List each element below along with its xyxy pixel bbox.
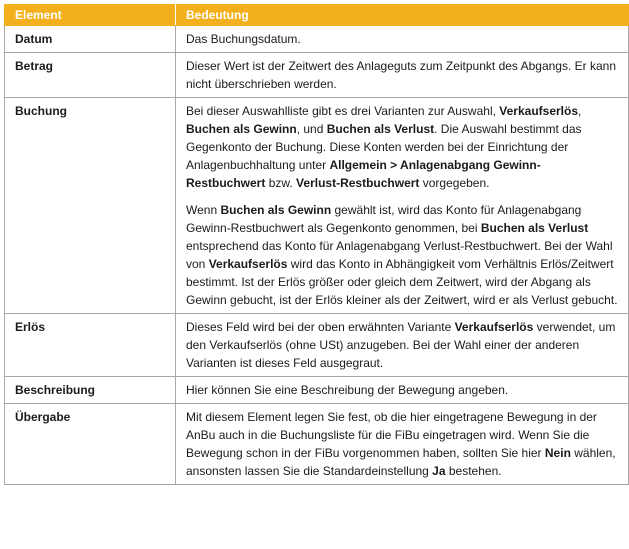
table-row-uebergabe [5,404,629,485]
table-row-buchung [5,98,629,314]
table-row-beschreibung [5,377,629,404]
element-name: Betrag [5,53,176,98]
element-description [176,314,629,377]
table-row-datum [5,26,629,53]
element-description [176,26,629,53]
description-paragraph: Dieses Feld wird bei der oben erwähnten Variante Verkaufserlös verwendet, um den Verkaufserlös (ohne USt) anzugeben. Bei der Wahl einer der anderen Varianten ist dieses Feld ausgegraut. [186,320,616,370]
table-row-erloes [5,314,629,377]
description-paragraph: Bei dieser Auswahlliste gibt es drei Varianten zur Auswahl, Verkaufserlös, Buchen als Gewinn, und Buchen als Verlust. Die Auswahl bestimmt das Gegenkonto der Buchung. Diese Konten werden bei der Einrichtung der Anlagenbuchhaltung unter Allgemein > Anlagenabgang Gewinn-Restbuchwert bzw. Verlust-Restbuchwert vorgegeben. [186,104,582,190]
description-paragraph: Hier können Sie eine Beschreibung der Bewegung angeben. [186,383,509,397]
column-header-bedeutung: Bedeutung [176,5,629,26]
element-description [176,404,629,485]
element-description [176,98,629,314]
description-paragraph: Wenn Buchen als Gewinn gewählt ist, wird das Konto für Anlagenabgang Gewinn-Restbuchwert als Gegenkonto genommen, bei Buchen als Verlust entsprechend das Konto für Anlagenabgang Verlust-Restbuchwert. Bei der Wahl von Verkaufserlös wird das Konto in Abhängigkeit vom Verhältnis Erlös/Zeitwert bestimmt. Ist der Erlös größer oder gleich dem Zeitwert, wird der Abgang als Gewinn gebucht, ist der Erlös kleiner als der Zeitwert, wird er als Verlust gebucht. [186,203,618,307]
element-description [176,53,629,98]
element-name: Datum [5,26,176,53]
element-name: Beschreibung [5,377,176,404]
element-description [176,377,629,404]
column-header-element: Element [5,5,176,26]
element-name: Erlös [5,314,176,377]
description-paragraph: Dieser Wert ist der Zeitwert des Anlageguts zum Zeitpunkt des Abgangs. Er kann nicht überschrieben werden. [186,59,616,91]
element-name: Buchung [5,98,176,314]
table-header-row [5,5,629,26]
description-paragraph: Das Buchungsdatum. [186,32,301,46]
description-paragraph: Mit diesem Element legen Sie fest, ob die hier eingetragene Bewegung in der AnBu auch in die Buchungsliste für die FiBu eingetragen wird. Wenn Sie die Bewegung schon in der FiBu vorgenommen haben, sollten Sie hier Nein wählen, ansonsten lassen Sie die Standardeinstellung Ja bestehen. [186,410,616,478]
element-description-table [4,4,629,485]
element-name: Übergabe [5,404,176,485]
table-row-betrag [5,53,629,98]
